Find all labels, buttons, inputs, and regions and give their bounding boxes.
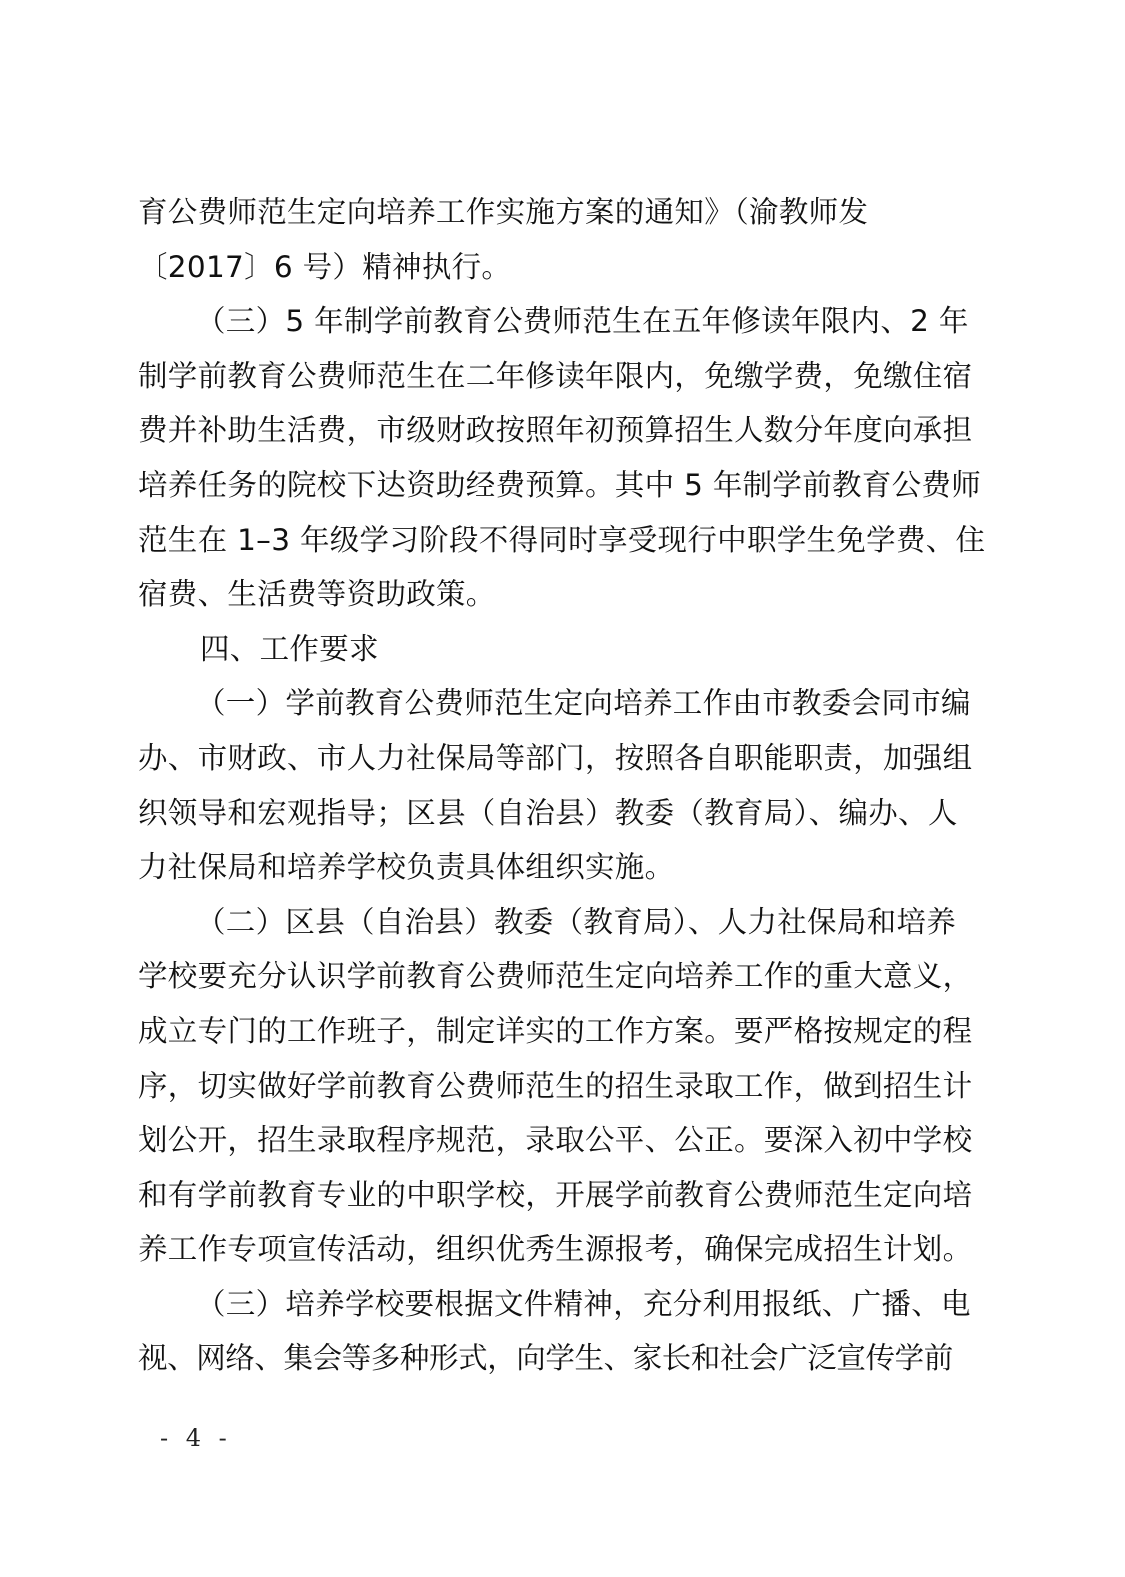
text-line-5: 费并补助生活费，市级财政按照年初预算招生人数分年度向承担 bbox=[138, 413, 973, 448]
paragraph-1-line-3: 织领导和宏观指导；区县（自治县）教委（教育局）、编办、人 bbox=[138, 795, 958, 830]
paragraph-2-line-6: 和有学前教育专业的中职学校，开展学前教育公费师范生定向培 bbox=[138, 1177, 973, 1212]
paragraph-1-line-4: 力社保局和培养学校负责具体组织实施。 bbox=[138, 850, 675, 885]
paragraph-3-line-1: （三）培养学校要根据文件精神，充分利用报纸、广播、电 bbox=[196, 1286, 971, 1321]
paragraph-1-line-1: （一）学前教育公费师范生定向培养工作由市教委会同市编 bbox=[196, 686, 971, 721]
page-number: - 4 - bbox=[160, 1424, 232, 1452]
text-line-7: 范生在 1–3 年级学习阶段不得同时享受现行中职学生免学费、住 bbox=[138, 522, 986, 557]
paragraph-2-line-1: （二）区县（自治县）教委（教育局）、人力社保局和培养 bbox=[196, 904, 957, 939]
paragraph-3-line-2: 视、网络、集会等多种形式，向学生、家长和社会广泛宣传学前 bbox=[138, 1341, 953, 1376]
paragraph-2-line-2: 学校要充分认识学前教育公费师范生定向培养工作的重大意义， bbox=[138, 959, 973, 994]
text-line-2: 〔2017〕6 号）精神执行。 bbox=[138, 249, 512, 284]
text-line-1: 育公费师范生定向培养工作实施方案的通知》（渝教师发 bbox=[138, 195, 869, 229]
paragraph-2-line-4: 序，切实做好学前教育公费师范生的招生录取工作，做到招生计 bbox=[138, 1068, 973, 1103]
text-line-4: 制学前教育公费师范生在二年修读年限内，免缴学费，免缴住宿 bbox=[138, 358, 973, 393]
text-line-6: 培养任务的院校下达资助经费预算。其中 5 年制学前教育公费师 bbox=[138, 467, 982, 502]
section-3-heading-line: （三）5 年制学前教育公费师范生在五年修读年限内、2 年 bbox=[196, 304, 969, 339]
document-body bbox=[138, 185, 988, 1386]
paragraph-2-line-5: 划公开，招生录取程序规范，录取公平、公正。要深入初中学校 bbox=[138, 1123, 973, 1158]
text-line-8: 宿费、生活费等资助政策。 bbox=[138, 577, 496, 612]
section-heading-work-requirements: 四、工作要求 bbox=[200, 631, 379, 666]
paragraph-1-line-2: 办、市财政、市人力社保局等部门，按照各自职能职责，加强组 bbox=[138, 740, 973, 775]
paragraph-2-line-3: 成立专门的工作班子，制定详实的工作方案。要严格按规定的程 bbox=[138, 1013, 973, 1048]
paragraph-2-line-7: 养工作专项宣传活动，组织优秀生源报考，确保完成招生计划。 bbox=[138, 1232, 973, 1267]
